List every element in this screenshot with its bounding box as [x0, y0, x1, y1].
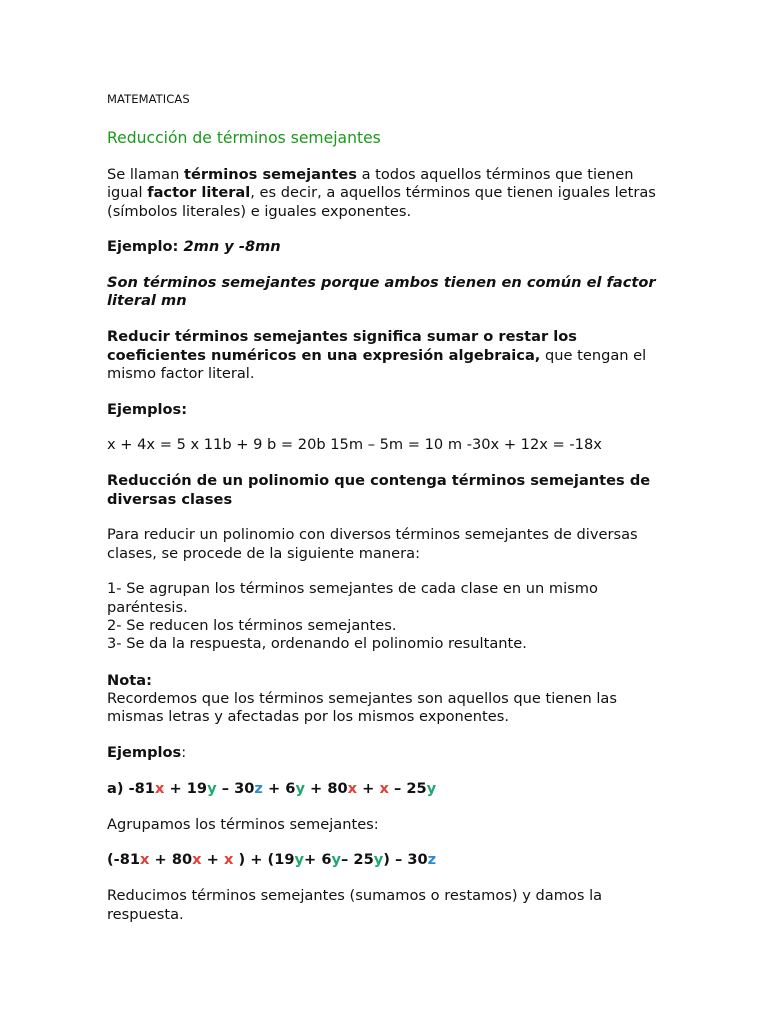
examples-2-label [107, 744, 667, 762]
variable-x: x [379, 779, 389, 797]
example-1 [107, 238, 667, 256]
variable-y: y [295, 779, 305, 797]
expr-part: – 25 [388, 779, 427, 797]
variable-x: x [154, 779, 165, 797]
example-1-label: Ejemplo: [107, 238, 184, 256]
note-text: Recordemos que los términos semejantes son aquellos que tienen las mismas letras y afectadas por los mismos exponentes. [107, 689, 617, 726]
step-item: 2- Se reducen los términos semejantes. [107, 617, 397, 635]
expr-part: + 6 [262, 779, 296, 797]
expr-part: – 25 [341, 851, 374, 869]
examples-line: x + 4x = 5 x 11b + 9 b = 20b 15m – 5m = 10 m -30x + 12x = -18x [107, 436, 602, 454]
variable-y: y [294, 851, 305, 869]
expr-part: + 80 [304, 779, 348, 797]
expr-part: + 19 [164, 779, 208, 797]
variable-y: y [426, 779, 437, 797]
intro-paragraph [107, 166, 667, 221]
reduce-rest: que tengan el mismo factor literal. [107, 346, 647, 382]
variable-x: x [347, 779, 358, 797]
expr-part: ) – 30 [383, 851, 428, 869]
expr-part: (-81 [107, 851, 141, 869]
note-label: Nota: [107, 671, 152, 689]
intro-text-2: a todos aquellos términos que tienen igual [107, 166, 634, 202]
expr-part: ) + (19 [233, 851, 295, 869]
variable-y: y [373, 851, 384, 869]
intro-text-3: , es decir, a aquellos términos que tienen iguales letras (símbolos literales) e iguales exponentes. [107, 184, 656, 220]
examples-2-colon: : [181, 744, 187, 762]
expr-part: a) -81 [107, 779, 155, 797]
explanation-paragraph: Son términos semejantes porque ambos tienen en común el factor literal mn [107, 274, 656, 310]
polynomial-heading: Reducción de un polinomio que contenga términos semejantes de diversas clases [107, 472, 651, 508]
step-item: 3- Se da la respuesta, ordenando el polinomio resultante. [107, 635, 527, 653]
intro-bold-1: términos semejantes [183, 166, 357, 183]
variable-z: z [427, 851, 437, 869]
variable-y: y [207, 779, 217, 797]
page-title: Reducción de términos semejantes [107, 129, 381, 147]
final-text: Reducimos términos semejantes (sumamos o restamos) y damos la respuesta. [107, 887, 603, 923]
expr-part: – 30 [216, 779, 255, 797]
procedure-intro: Para reducir un polinomio con diversos términos semejantes de diversas clases, se procede de la siguiente manera: [107, 526, 638, 562]
intro-text-1: Se llaman [107, 166, 184, 183]
variable-x: x [192, 851, 202, 869]
expr-part: + 6 [304, 851, 332, 869]
variable-y: y [331, 851, 342, 869]
note-block [107, 672, 667, 727]
expr-part: + 80 [149, 851, 193, 869]
expr-part: + [201, 851, 224, 869]
step-item: 1- Se agrupan los términos semejantes de cada clase en un mismo paréntesis. [107, 580, 598, 616]
document-page [107, 92, 667, 941]
intro-bold-2: factor literal [147, 184, 251, 202]
grouped-expression [107, 851, 667, 869]
header-label: MATEMATICAS [107, 92, 190, 106]
expr-part: + [357, 779, 380, 797]
group-text: Agrupamos los términos semejantes: [107, 815, 379, 833]
examples-label: Ejemplos: [107, 400, 188, 418]
reduce-bold: Reducir términos semejantes significa sumar o restar los coeficientes numéricos en una expresión algebraica, [107, 328, 577, 364]
example-a-expression [107, 780, 667, 798]
reduce-paragraph [107, 328, 667, 383]
variable-x: x [223, 851, 234, 869]
steps-list [107, 580, 667, 653]
variable-z: z [254, 779, 263, 797]
example-1-expression: 2mn y -8mn [183, 238, 281, 256]
variable-x: x [140, 851, 150, 869]
examples-2-word: Ejemplos [107, 744, 182, 762]
